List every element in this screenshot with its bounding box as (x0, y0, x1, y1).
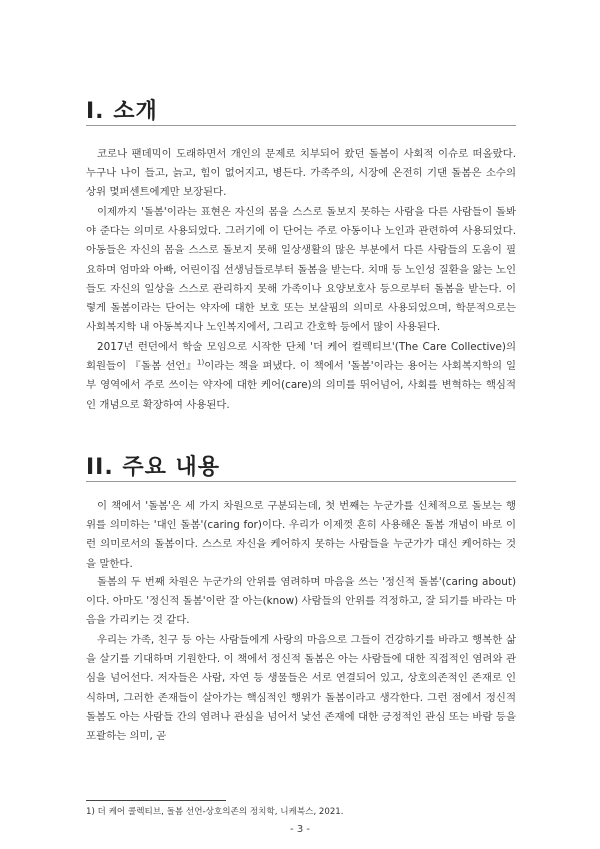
section1-heading: I. 소개 (86, 99, 158, 124)
section1-paragraph-3 (86, 338, 516, 415)
section2-divider (86, 481, 516, 482)
section2-paragraph-1: 이 책에서 '돌봄'은 세 가지 차원으로 구분되는데, 첫 번째는 누군가를 신체적으로 돌보는 행위를 의미하는 '대인 돌봄'(caring for)이다. 우리가 이제껏 흔히 사용해온 돌봄 개념이 바로 이런 의미로서의 돌봄이다. 스스로 자신을 케어하지 못하는 사람들을 누군가가 대신 케어하는 것을 말한다. (86, 500, 516, 570)
section2-heading: II. 주요 내용 (86, 455, 221, 480)
footnote-marker: 1) (197, 358, 205, 367)
page-number: - 3 - (290, 824, 310, 835)
section1-paragraph-3-text-a: 2017년 런던에서 학술 모임으로 시작한 단체 '더 케어 컬렉티브'(The Care Collective)의 회원들이 『돌봄 선언』 (86, 341, 516, 373)
section1-divider (86, 125, 516, 126)
footnote-divider (86, 800, 226, 801)
section1-paragraph-3-text-b: 이라는 책을 펴냈다. 이 책에서 '돌봄'이라는 용어는 사회복지학의 일부 영역에서 주로 쓰이는 약자에 대한 케어(care)의 의미를 뛰어넘어, 사회를 변혁하는 핵심적인 개념으로 확장하여 사용된다. (86, 360, 516, 411)
section1-paragraph-1: 코로나 팬데믹이 도래하면서 개인의 문제로 치부되어 왔던 돌봄이 사회적 이슈로 떠올랐다. 누구나 나이 들고, 늙고, 힘이 없어지고, 병든다. 가족주의, 시장에 온전히 기댄 돌봄은 소수의 상위 몇퍼센트에게만 보장된다. (86, 148, 516, 199)
section2-paragraph-2: 돌봄의 두 번째 차원은 누군가의 안위를 염려하며 마음을 쓰는 '정신적 돌봄'(caring about)이다. 아마도 '정신적 돌봄'이란 잘 아는(know) 사람들의 안위를 걱정하고, 잘 되기를 바라는 마음을 가리키는 것 같다. (86, 576, 516, 627)
section2-paragraph-3: 우리는 가족, 친구 등 아는 사람들에게 사랑의 마음으로 그들이 건강하기를 바라고 행복한 삶을 살기를 기대하며 기원한다. 이 책에서 정신적 돌봄은 아는 사람들에 대한 직접적인 염려와 관심을 넘어선다. 저자들은 사람, 자연 등 생물들은 서로 연결되어 있고, 상호의존적인 존재로 인식하며, 그러한 존재들이 살아가는 핵심적인 행위가 돌봄이라고 생각한다. 그런 점에서 정신적 돌봄도 아는 사람들 간의 염려나 관심을 넘어서 낯선 존재에 대한 긍정적인 관심 또는 바람 등을 포괄하는 의미, 곧 (86, 634, 516, 743)
footnote: 1) 더 케어 콜렉티브, 돌봄 선언-상호의존의 정치학, 니케북스, 2021. (86, 807, 344, 817)
section1-paragraph-2: 이제까지 '돌봄'이라는 표현은 자신의 몸을 스스로 돌보지 못하는 사람을 다른 사람들이 돌봐야 준다는 의미로 사용되었다. 그러기에 이 단어는 주로 아동이나 노인과 관련하여 사용되었다. 아동들은 자신의 몸을 스스로 돌보지 못해 일상생활의 많은 부분에서 다른 사람들의 도움이 필요하며 엄마와 아빠, 어린이집 선생님들로부터 돌봄을 받는다. 치매 등 노인성 질환을 앓는 노인들도 자신의 일상을 스스로 관리하지 못해 가족이나 요양보호사 등으로부터 돌봄을 받는다. 이렇게 돌봄이라는 단어는 약자에 대한 보호 또는 보살핌의 의미로 사용되었으며, 학문적으로는 사회복지학 내 아동복지나 노인복지에서, 그리고 간호학 등에서 많이 사용된다. (86, 206, 516, 334)
